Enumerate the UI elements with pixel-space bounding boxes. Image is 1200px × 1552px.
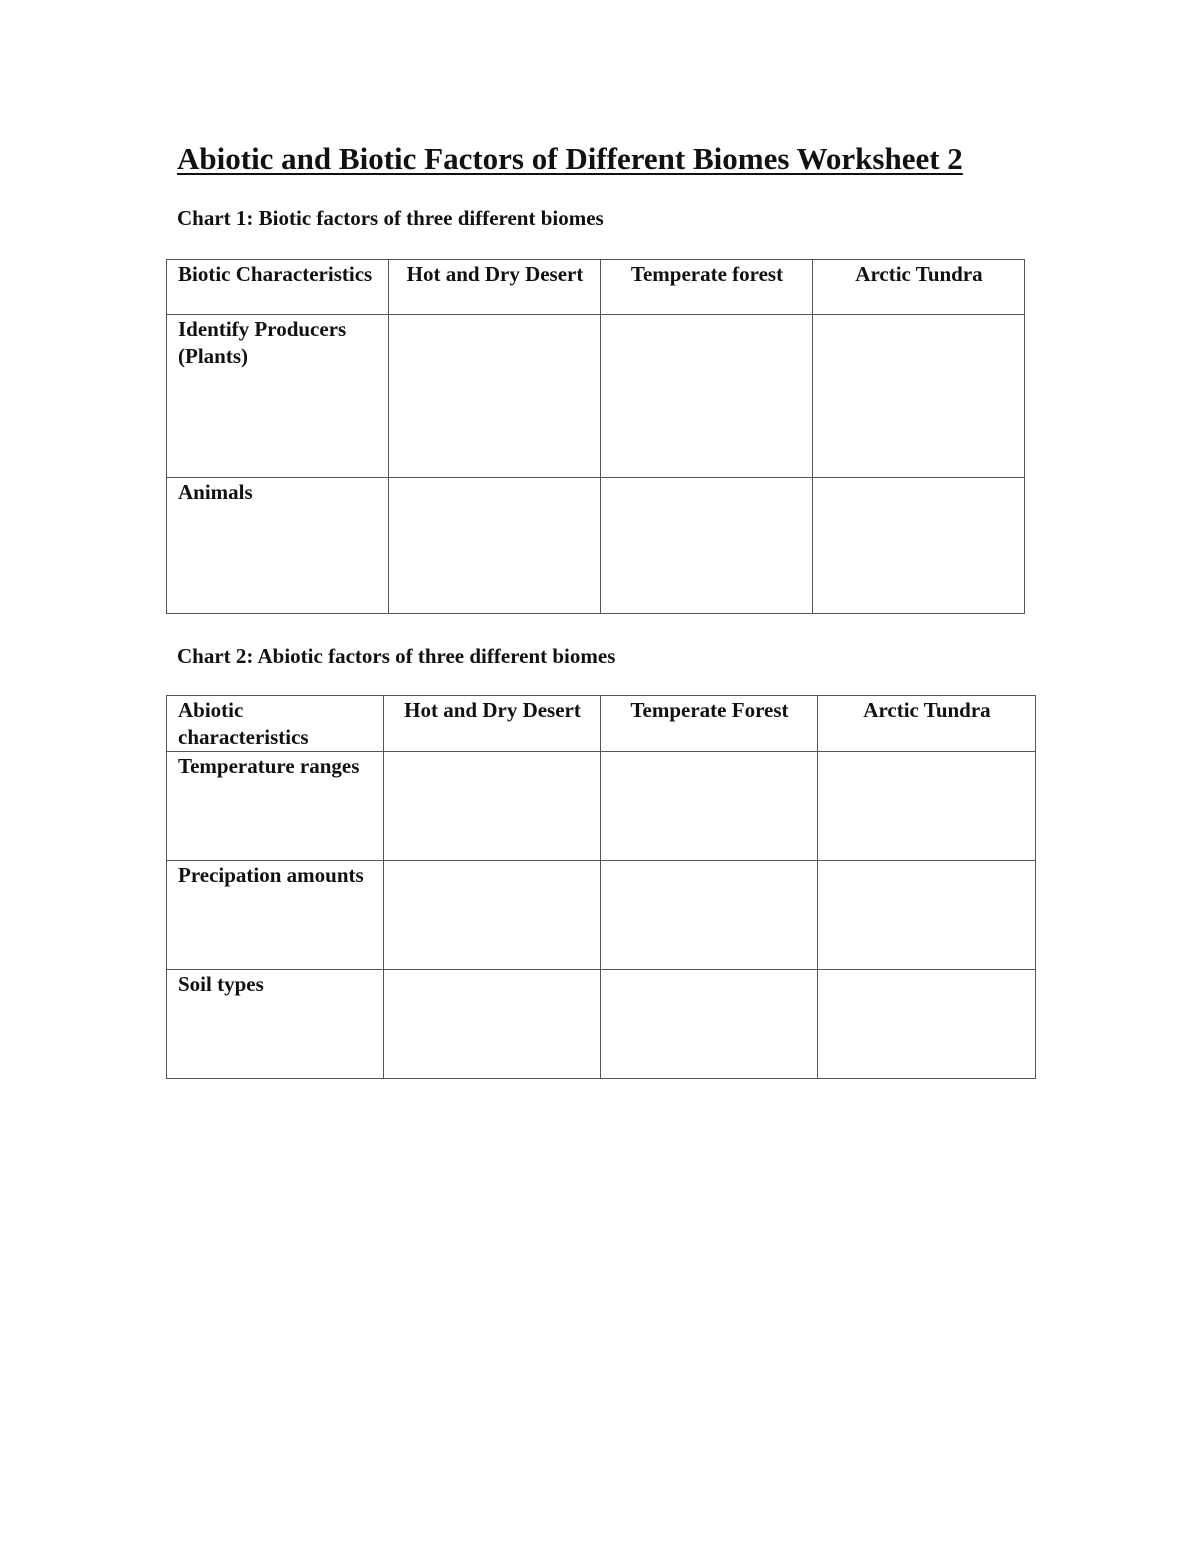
header-abiotic-characteristics: Abiotic characteristics	[167, 696, 384, 752]
cell-tundra-temperature[interactable]	[818, 752, 1036, 861]
chart2-caption: Chart 2: Abiotic factors of three different biomes	[177, 644, 616, 668]
cell-forest-temperature[interactable]	[601, 752, 818, 861]
chart1-caption: Chart 1: Biotic factors of three different biomes	[177, 206, 604, 230]
cell-desert-soil[interactable]	[384, 970, 601, 1079]
table-row	[167, 970, 1036, 1079]
row-label-producers: Identify Producers (Plants)	[167, 315, 389, 478]
biotic-factors-table	[166, 259, 1025, 614]
row-label-temperature: Temperature ranges	[167, 752, 384, 861]
cell-desert-animals[interactable]	[389, 478, 601, 614]
header-temperate-forest: Temperate Forest	[601, 696, 818, 752]
row-label-soil: Soil types	[167, 970, 384, 1079]
header-biotic-characteristics: Biotic Characteristics	[167, 260, 389, 315]
cell-tundra-precipitation[interactable]	[818, 861, 1036, 970]
cell-forest-producers[interactable]	[601, 315, 813, 478]
cell-tundra-soil[interactable]	[818, 970, 1036, 1079]
cell-desert-temperature[interactable]	[384, 752, 601, 861]
table-row	[167, 315, 1025, 478]
header-temperate-forest: Temperate forest	[601, 260, 813, 315]
table-header-row	[167, 696, 1036, 752]
table-row	[167, 861, 1036, 970]
table-row	[167, 478, 1025, 614]
header-hot-dry-desert: Hot and Dry Desert	[389, 260, 601, 315]
cell-forest-soil[interactable]	[601, 970, 818, 1079]
header-hot-dry-desert: Hot and Dry Desert	[384, 696, 601, 752]
cell-forest-precipitation[interactable]	[601, 861, 818, 970]
abiotic-factors-table	[166, 695, 1036, 1079]
header-arctic-tundra: Arctic Tundra	[813, 260, 1025, 315]
cell-desert-precipitation[interactable]	[384, 861, 601, 970]
row-label-precipitation: Precipation amounts	[167, 861, 384, 970]
page-title: Abiotic and Biotic Factors of Different Biomes Worksheet 2	[177, 141, 963, 176]
cell-forest-animals[interactable]	[601, 478, 813, 614]
table-header-row	[167, 260, 1025, 315]
cell-tundra-producers[interactable]	[813, 315, 1025, 478]
cell-tundra-animals[interactable]	[813, 478, 1025, 614]
header-arctic-tundra: Arctic Tundra	[818, 696, 1036, 752]
row-label-animals: Animals	[167, 478, 389, 614]
table-row	[167, 752, 1036, 861]
cell-desert-producers[interactable]	[389, 315, 601, 478]
